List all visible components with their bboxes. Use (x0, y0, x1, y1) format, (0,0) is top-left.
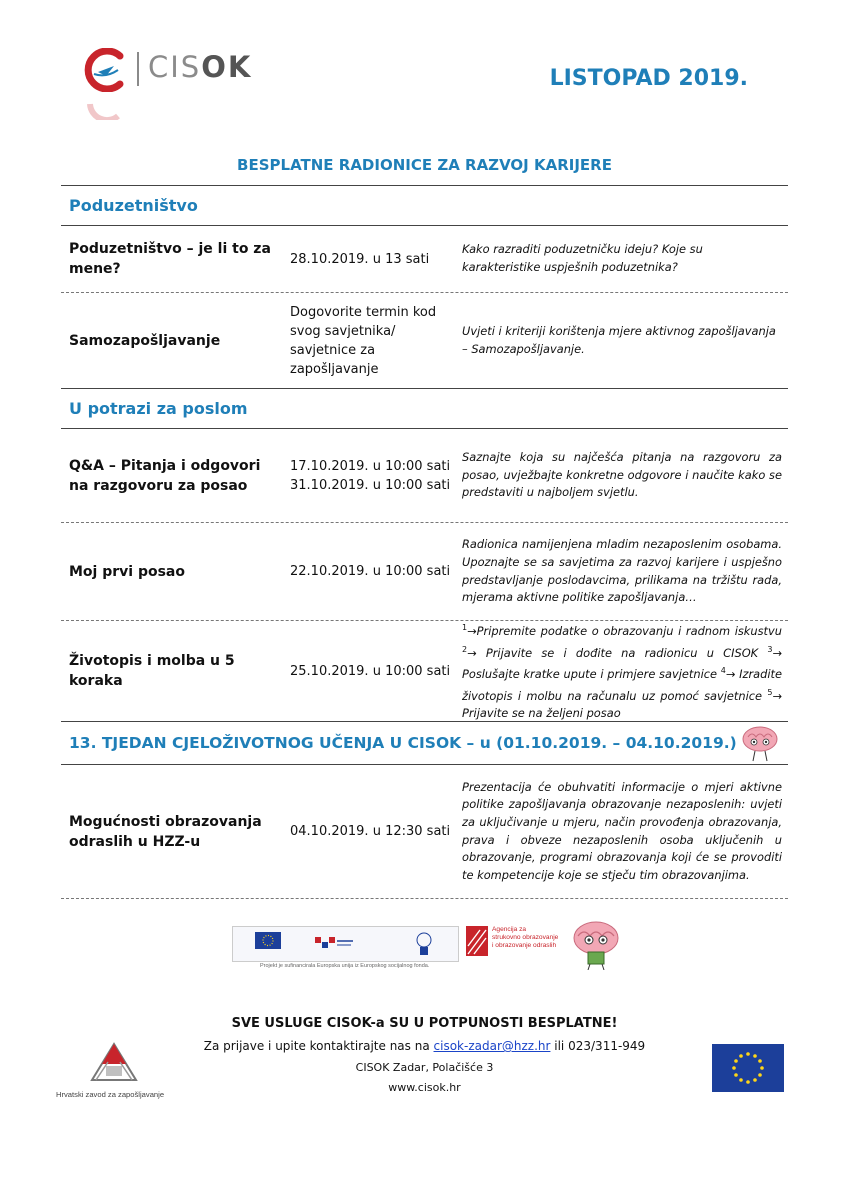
logo-divider (137, 52, 139, 86)
step-text: Pripremite podatke o obrazovanju i radnom iskustvu (476, 624, 782, 639)
workshop-description: Saznajte koja su najčešća pitanja na razgovoru za posao, uvježbajte konkretne odgovore i naučite kako se predstaviti u najboljem svjetlu. (462, 450, 782, 500)
phone-number: 023/311-949 (568, 1039, 646, 1053)
workshop-date-2: 31.10.2019. u 10:00 sati (290, 477, 451, 493)
eu-funding-caption: Projekt je sufinancirala Europska unija iz Europskog socijalnog fonda. (260, 963, 430, 969)
step-text: Poslušajte kratke upute i primjere savjetnice (462, 667, 718, 681)
step-number: 4 (720, 666, 726, 676)
hzz-emblem-icon (86, 1040, 142, 1084)
arrow-icon: → (772, 645, 783, 660)
workshop-name: Q&A – Pitanja i odgovori na razgovoru za posao (69, 457, 261, 494)
partner-logos (232, 920, 622, 974)
table-row (61, 765, 788, 899)
eu-flag-small-icon (255, 932, 281, 949)
arrow-icon: → (467, 645, 477, 660)
workshop-dates (282, 457, 454, 495)
cisok-c-logo-icon (84, 48, 128, 92)
step-number: 1 (462, 623, 468, 633)
step-number: 3 (767, 644, 773, 654)
brain-mascot-icon (740, 725, 780, 763)
esf-logo-icon (313, 933, 353, 955)
asoo-logo (466, 924, 570, 964)
table-row (61, 523, 788, 621)
agency-name (492, 926, 558, 950)
arrow-icon: → (772, 688, 782, 703)
section-heading-tjedan-cjelozivotnog-ucenja (61, 721, 788, 765)
workshop-name: Moj prvi posao (69, 563, 185, 580)
workshop-name: Samozapošljavanje (69, 332, 221, 349)
table-row (61, 429, 788, 523)
workshop-table (61, 185, 788, 899)
workshop-date: 04.10.2019. u 12:30 sati (290, 824, 451, 839)
hzz-caption: Hrvatski zavod za zapošljavanje (56, 1090, 165, 1099)
workshop-description: Prezentacija će obuhvatiti informacije o mjeri aktivne politike zapošljavanja obrazovanje nezaposlenih: uvjeti za uključivanje u mjeru, način provođenja obrazovanja, prava i obveze nezaposlenih osoba uključenih u obrazovanje, programi obrazovanja koji će se provoditi te kompetencije koje se stječu tim obrazovanjima. (462, 779, 782, 882)
workshop-date: 22.10.2019. u 10:00 sati (290, 564, 451, 579)
month-title: LISTOPAD 2019. (549, 66, 748, 91)
step-text: Izradite životopis i molbu na računalu uz pomoć savjetnice (462, 667, 783, 703)
arrow-icon: → (725, 667, 736, 681)
logo-wordmark (148, 50, 252, 84)
logo-reflection-icon (86, 94, 126, 120)
section-heading-text: 13. TJEDAN CJELOŽIVOTNOG UČENJA U CISOK – u (01.10.2019. – 04.10.2019.) (69, 734, 737, 752)
workshop-description: Kako razraditi poduzetničku ideju? Koje su karakteristike uspješnih poduzetnika? (462, 242, 703, 274)
workshop-date: 28.10.2019. u 13 sati (290, 251, 430, 267)
brain-with-book-mascot-icon (570, 920, 622, 970)
agency-name-line: strukovno obrazovanje (492, 934, 559, 941)
workshop-description: Uvjeti i kriteriji korištenja mjere aktivnog zapošljavanja – Samozapošljavanje. (462, 323, 776, 356)
cisok-logo (84, 44, 274, 124)
logo-text-bold: OK (201, 50, 253, 84)
email-link[interactable]: cisok-zadar@hzz.hr (433, 1039, 551, 1053)
section-heading-u-potrazi-za-poslom: U potrazi za poslom (61, 388, 788, 429)
workshop-date: Dogovorite termin kod svog savjetnika/ savjetnice za zapošljavanje (290, 304, 437, 377)
agency-flag-icon (466, 926, 488, 956)
free-services-headline: SVE USLUGE CISOK-a SU U POTPUNOSTI BESPLATNE! (231, 1016, 618, 1031)
section-heading-poduzetnistvo: Poduzetništvo (61, 185, 788, 226)
website: www.cisok.hr (388, 1081, 461, 1094)
ministry-logo-icon (413, 931, 435, 957)
eu-flag-icon (712, 1044, 784, 1092)
page-title: BESPLATNE RADIONICE ZA RAZVOJ KARIJERE (237, 156, 612, 174)
contact-mid: ili (554, 1039, 565, 1053)
table-row (61, 293, 788, 388)
agency-name-line: Agencija za (492, 926, 527, 933)
workshop-steps (454, 619, 788, 722)
workshop-date-1: 17.10.2019. u 10:00 sati (290, 458, 451, 474)
workshop-name: Životopis i molba u 5 koraka (69, 653, 235, 689)
address: CISOK Zadar, Polačišće 3 (355, 1061, 494, 1074)
step-text: Prijavite se na željeni posao (462, 705, 621, 720)
step-number: 2 (462, 644, 468, 654)
table-row (61, 226, 788, 293)
workshop-name: Mogućnosti obrazovanja odraslih u HZZ-u (69, 813, 262, 850)
table-row (61, 621, 788, 721)
step-number: 5 (767, 687, 773, 697)
step-text: Prijavite se i dođite na radionicu u CISOK (485, 645, 759, 660)
agency-name-line: i obrazovanje odraslih (492, 942, 557, 949)
workshop-description: Radionica namijenjena mladim nezaposlenim osobama. Upoznajte se sa savjetima za razvoj karijere i uspješno predstavljanje poslodavcima, prilikama na tržištu rada, mjerama aktivne politike zapošljavanja… (462, 537, 782, 605)
workshop-date: 25.10.2019. u 10:00 sati (290, 663, 451, 679)
arrow-icon: → (467, 624, 477, 639)
hzz-logo (56, 1040, 176, 1102)
logo-text-light: CIS (148, 50, 202, 84)
eu-funds-logo-strip (232, 926, 459, 962)
contact-prefix: Za prijave i upite kontaktirajte nas na (203, 1039, 430, 1053)
workshop-name: Poduzetništvo – je li to za mene? (69, 241, 271, 277)
